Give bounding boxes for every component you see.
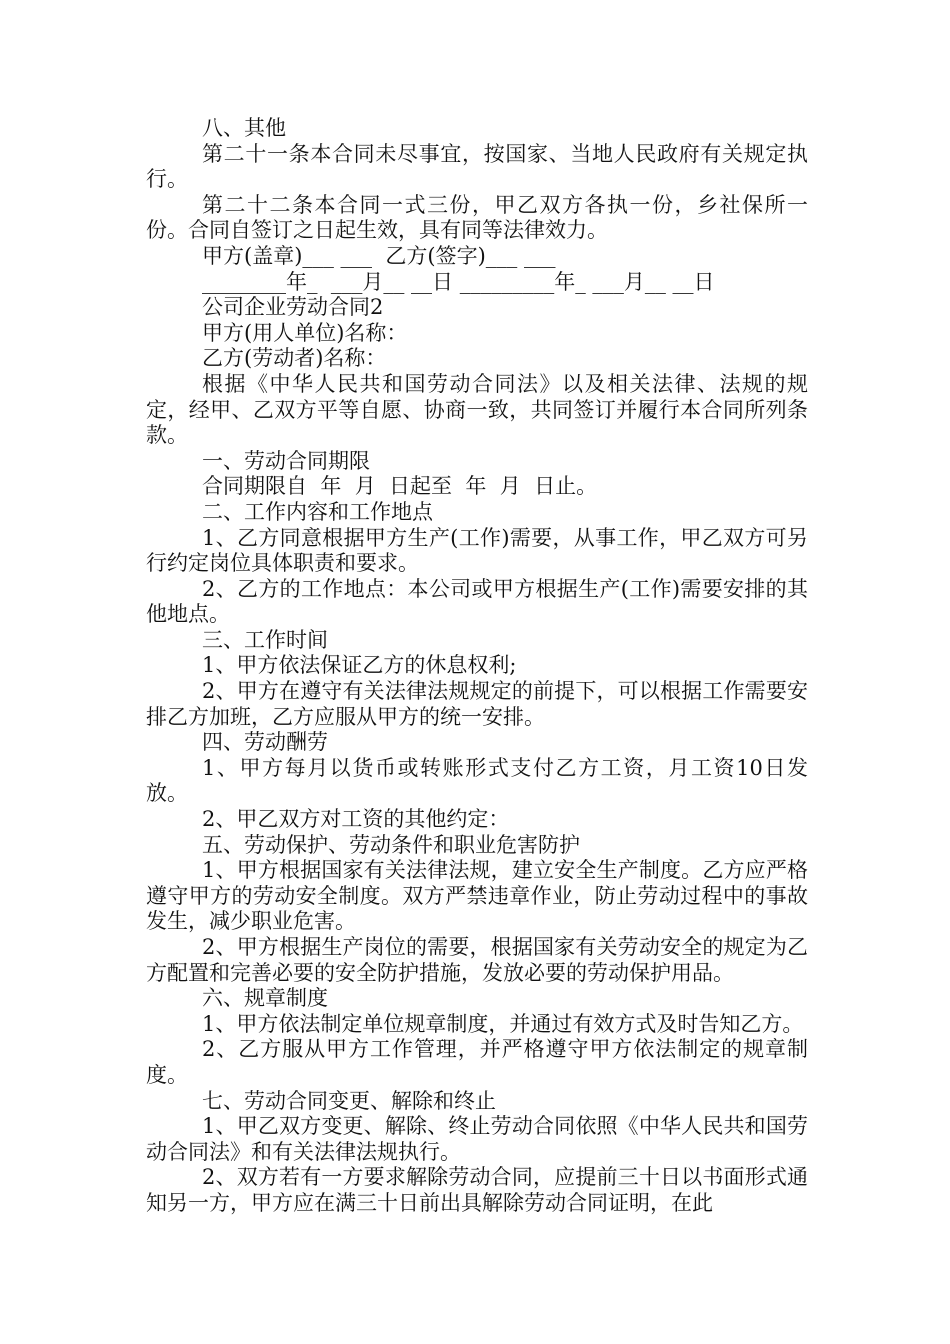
- preamble: 根据《中华人民共和国劳动合同法》以及相关法律、法规的规定，经甲、乙双方平等自愿、协商一致，共同签订并履行本合同所列条款。: [146, 371, 808, 448]
- document-page: [146, 116, 808, 1217]
- article-21: 第二十一条本合同未尽事宜，按国家、当地人民政府有关规定执行。: [146, 141, 808, 192]
- section-heading-term: 一、劳动合同期限: [202, 448, 370, 473]
- rules-clause-1: 1、甲方依法制定单位规章制度，并通过有效方式及时告知乙方。: [202, 1011, 804, 1036]
- contract-title: 公司企业劳动合同2: [202, 295, 384, 320]
- pay-clause-2: 2、甲乙双方对工资的其他约定：: [202, 807, 510, 832]
- protection-clause-1: 1、甲方根据国家有关法律法规，建立安全生产制度。乙方应严格遵守甲方的劳动安全制度。双方严禁违章作业，防止劳动过程中的事故发生，减少职业危害。: [146, 858, 808, 934]
- signature-date-line: ________年_ ___月__ __日 _________年_ ___月__ __日: [202, 269, 715, 294]
- section-heading-pay: 四、劳动酬劳: [202, 730, 328, 755]
- section-heading-work: 二、工作内容和工作地点: [202, 499, 433, 524]
- article-22: 第二十二条本合同一式三份，甲乙双方各执一份，乡社保所一份。合同自签订之日起生效，具有同等法律效力。: [146, 192, 808, 243]
- rules-clause-2: 2、乙方服从甲方工作管理，并严格遵守甲方依法制定的规章制度。: [146, 1037, 808, 1087]
- party-b-name: 乙方(劳动者)名称：: [202, 346, 387, 371]
- work-clause-1: 1、乙方同意根据甲方生产(工作)需要，从事工作，甲乙双方可另行约定岗位具体职责和要求。: [146, 525, 808, 576]
- section-heading-rules: 六、规章制度: [202, 986, 328, 1011]
- work-clause-2: 2、乙方的工作地点：本公司或甲方根据生产(工作)需要安排的其他地点。: [146, 576, 808, 627]
- section-heading-hours: 三、工作时间: [202, 627, 328, 652]
- signature-line: 甲方(盖章)___ ___ 乙方(签字)___ ___: [202, 243, 556, 268]
- hours-clause-2: 2、甲方在遵守有关法律法规规定的前提下，可以根据工作需要安排乙方加班，乙方应服从甲方的统一安排。: [146, 679, 808, 729]
- term-clause: 合同期限自 年 月 日起至 年 月 日止。: [202, 474, 598, 499]
- section-heading-termination: 七、劳动合同变更、解除和终止: [202, 1088, 496, 1113]
- section-heading-other: 八、其他: [202, 116, 286, 140]
- termination-clause-1: 1、甲乙双方变更、解除、终止劳动合同依照《中华人民共和国劳动合同法》和有关法律法规执行。: [146, 1114, 808, 1164]
- protection-clause-2: 2、甲方根据生产岗位的需要，根据国家有关劳动安全的规定为乙方配置和完善必要的安全防护措施，发放必要的劳动保护用品。: [146, 935, 808, 985]
- pay-clause-1: 1、甲方每月以货币或转账形式支付乙方工资，月工资10日发放。: [146, 755, 808, 806]
- section-heading-protection: 五、劳动保护、劳动条件和职业危害防护: [202, 832, 580, 857]
- termination-clause-2: 2、双方若有一方要求解除劳动合同，应提前三十日以书面形式通知另一方，甲方应在满三十日前出具解除劳动合同证明，在此: [146, 1165, 808, 1215]
- hours-clause-1: 1、甲方依法保证乙方的休息权利;: [202, 653, 517, 678]
- party-a-name: 甲方(用人单位)名称：: [202, 320, 408, 345]
